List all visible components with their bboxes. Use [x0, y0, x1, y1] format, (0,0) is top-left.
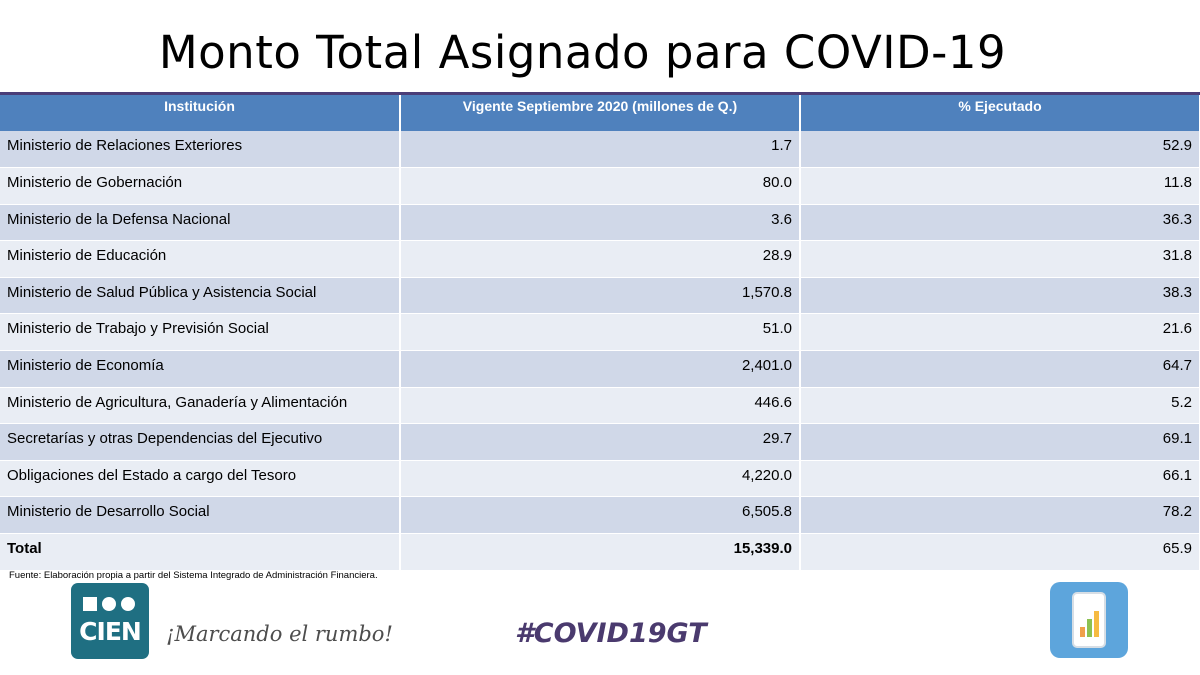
- cell-ejecutado: 36.3: [800, 204, 1200, 241]
- cell-ejecutado: 5.2: [800, 387, 1200, 424]
- table-row: [0, 351, 1200, 388]
- table-row: [0, 131, 1200, 168]
- cell-vigente: 80.0: [400, 168, 800, 205]
- cell-institucion: Ministerio de Trabajo y Previsión Social: [0, 314, 400, 351]
- source-note: Fuente: Elaboración propia a partir del Sistema Integrado de Administración Financiera.: [9, 570, 378, 581]
- logo-text: CIEN: [79, 617, 141, 646]
- cell-ejecutado: 11.8: [800, 168, 1200, 205]
- table-row: [0, 424, 1200, 461]
- cell-vigente: 446.6: [400, 387, 800, 424]
- page-title: Monto Total Asignado para COVID-19: [158, 26, 1007, 79]
- cell-institucion: Ministerio de Gobernación: [0, 168, 400, 205]
- cell-vigente: 1,570.8: [400, 277, 800, 314]
- header-vigente: Vigente Septiembre 2020 (millones de Q.): [400, 95, 800, 131]
- cell-ejecutado: 78.2: [800, 497, 1200, 534]
- cell-vigente: 3.6: [400, 204, 800, 241]
- cell-ejecutado: 64.7: [800, 351, 1200, 388]
- cell-vigente: 29.7: [400, 424, 800, 461]
- header-ejecutado: % Ejecutado: [800, 95, 1200, 131]
- cell-institucion: Ministerio de Economía: [0, 351, 400, 388]
- table-total-row: [0, 534, 1200, 571]
- table-row: [0, 204, 1200, 241]
- table-row: [0, 314, 1200, 351]
- cell-ejecutado: 31.8: [800, 241, 1200, 278]
- cell-ejecutado: 65.9: [800, 534, 1200, 571]
- hashtag: #COVID19GT: [515, 618, 707, 649]
- header-institucion: Institución: [0, 95, 400, 131]
- cell-vigente: 2,401.0: [400, 351, 800, 388]
- cell-institucion: Ministerio de Relaciones Exteriores: [0, 131, 400, 168]
- slogan: ¡Marcando el rumbo!: [166, 622, 393, 646]
- cell-institucion: Ministerio de Desarrollo Social: [0, 497, 400, 534]
- covid-budget-table: [0, 95, 1200, 571]
- cell-vigente: 28.9: [400, 241, 800, 278]
- cell-vigente: 4,220.0: [400, 460, 800, 497]
- cell-ejecutado: 21.6: [800, 314, 1200, 351]
- cell-vigente: 15,339.0: [400, 534, 800, 571]
- cell-vigente: 1.7: [400, 131, 800, 168]
- cell-institucion: Secretarías y otras Dependencias del Ejecutivo: [0, 424, 400, 461]
- table-row: [0, 387, 1200, 424]
- cell-institucion: Ministerio de la Defensa Nacional: [0, 204, 400, 241]
- cien-logo: [71, 583, 149, 659]
- phone-chart-icon: [1050, 582, 1128, 658]
- table-header-row: [0, 95, 1200, 131]
- table-row: [0, 460, 1200, 497]
- cell-institucion: Ministerio de Salud Pública y Asistencia Social: [0, 277, 400, 314]
- cell-institucion: Ministerio de Educación: [0, 241, 400, 278]
- cell-ejecutado: 38.3: [800, 277, 1200, 314]
- table-row: [0, 168, 1200, 205]
- cell-institucion: Ministerio de Agricultura, Ganadería y Alimentación: [0, 387, 400, 424]
- cell-ejecutado: 66.1: [800, 460, 1200, 497]
- cell-ejecutado: 69.1: [800, 424, 1200, 461]
- table-body: [0, 131, 1200, 570]
- table-row: [0, 497, 1200, 534]
- cell-ejecutado: 52.9: [800, 131, 1200, 168]
- cell-vigente: 6,505.8: [400, 497, 800, 534]
- cell-vigente: 51.0: [400, 314, 800, 351]
- table-row: [0, 241, 1200, 278]
- cell-institucion: Obligaciones del Estado a cargo del Tesoro: [0, 460, 400, 497]
- cell-institucion: Total: [0, 534, 400, 571]
- table-row: [0, 277, 1200, 314]
